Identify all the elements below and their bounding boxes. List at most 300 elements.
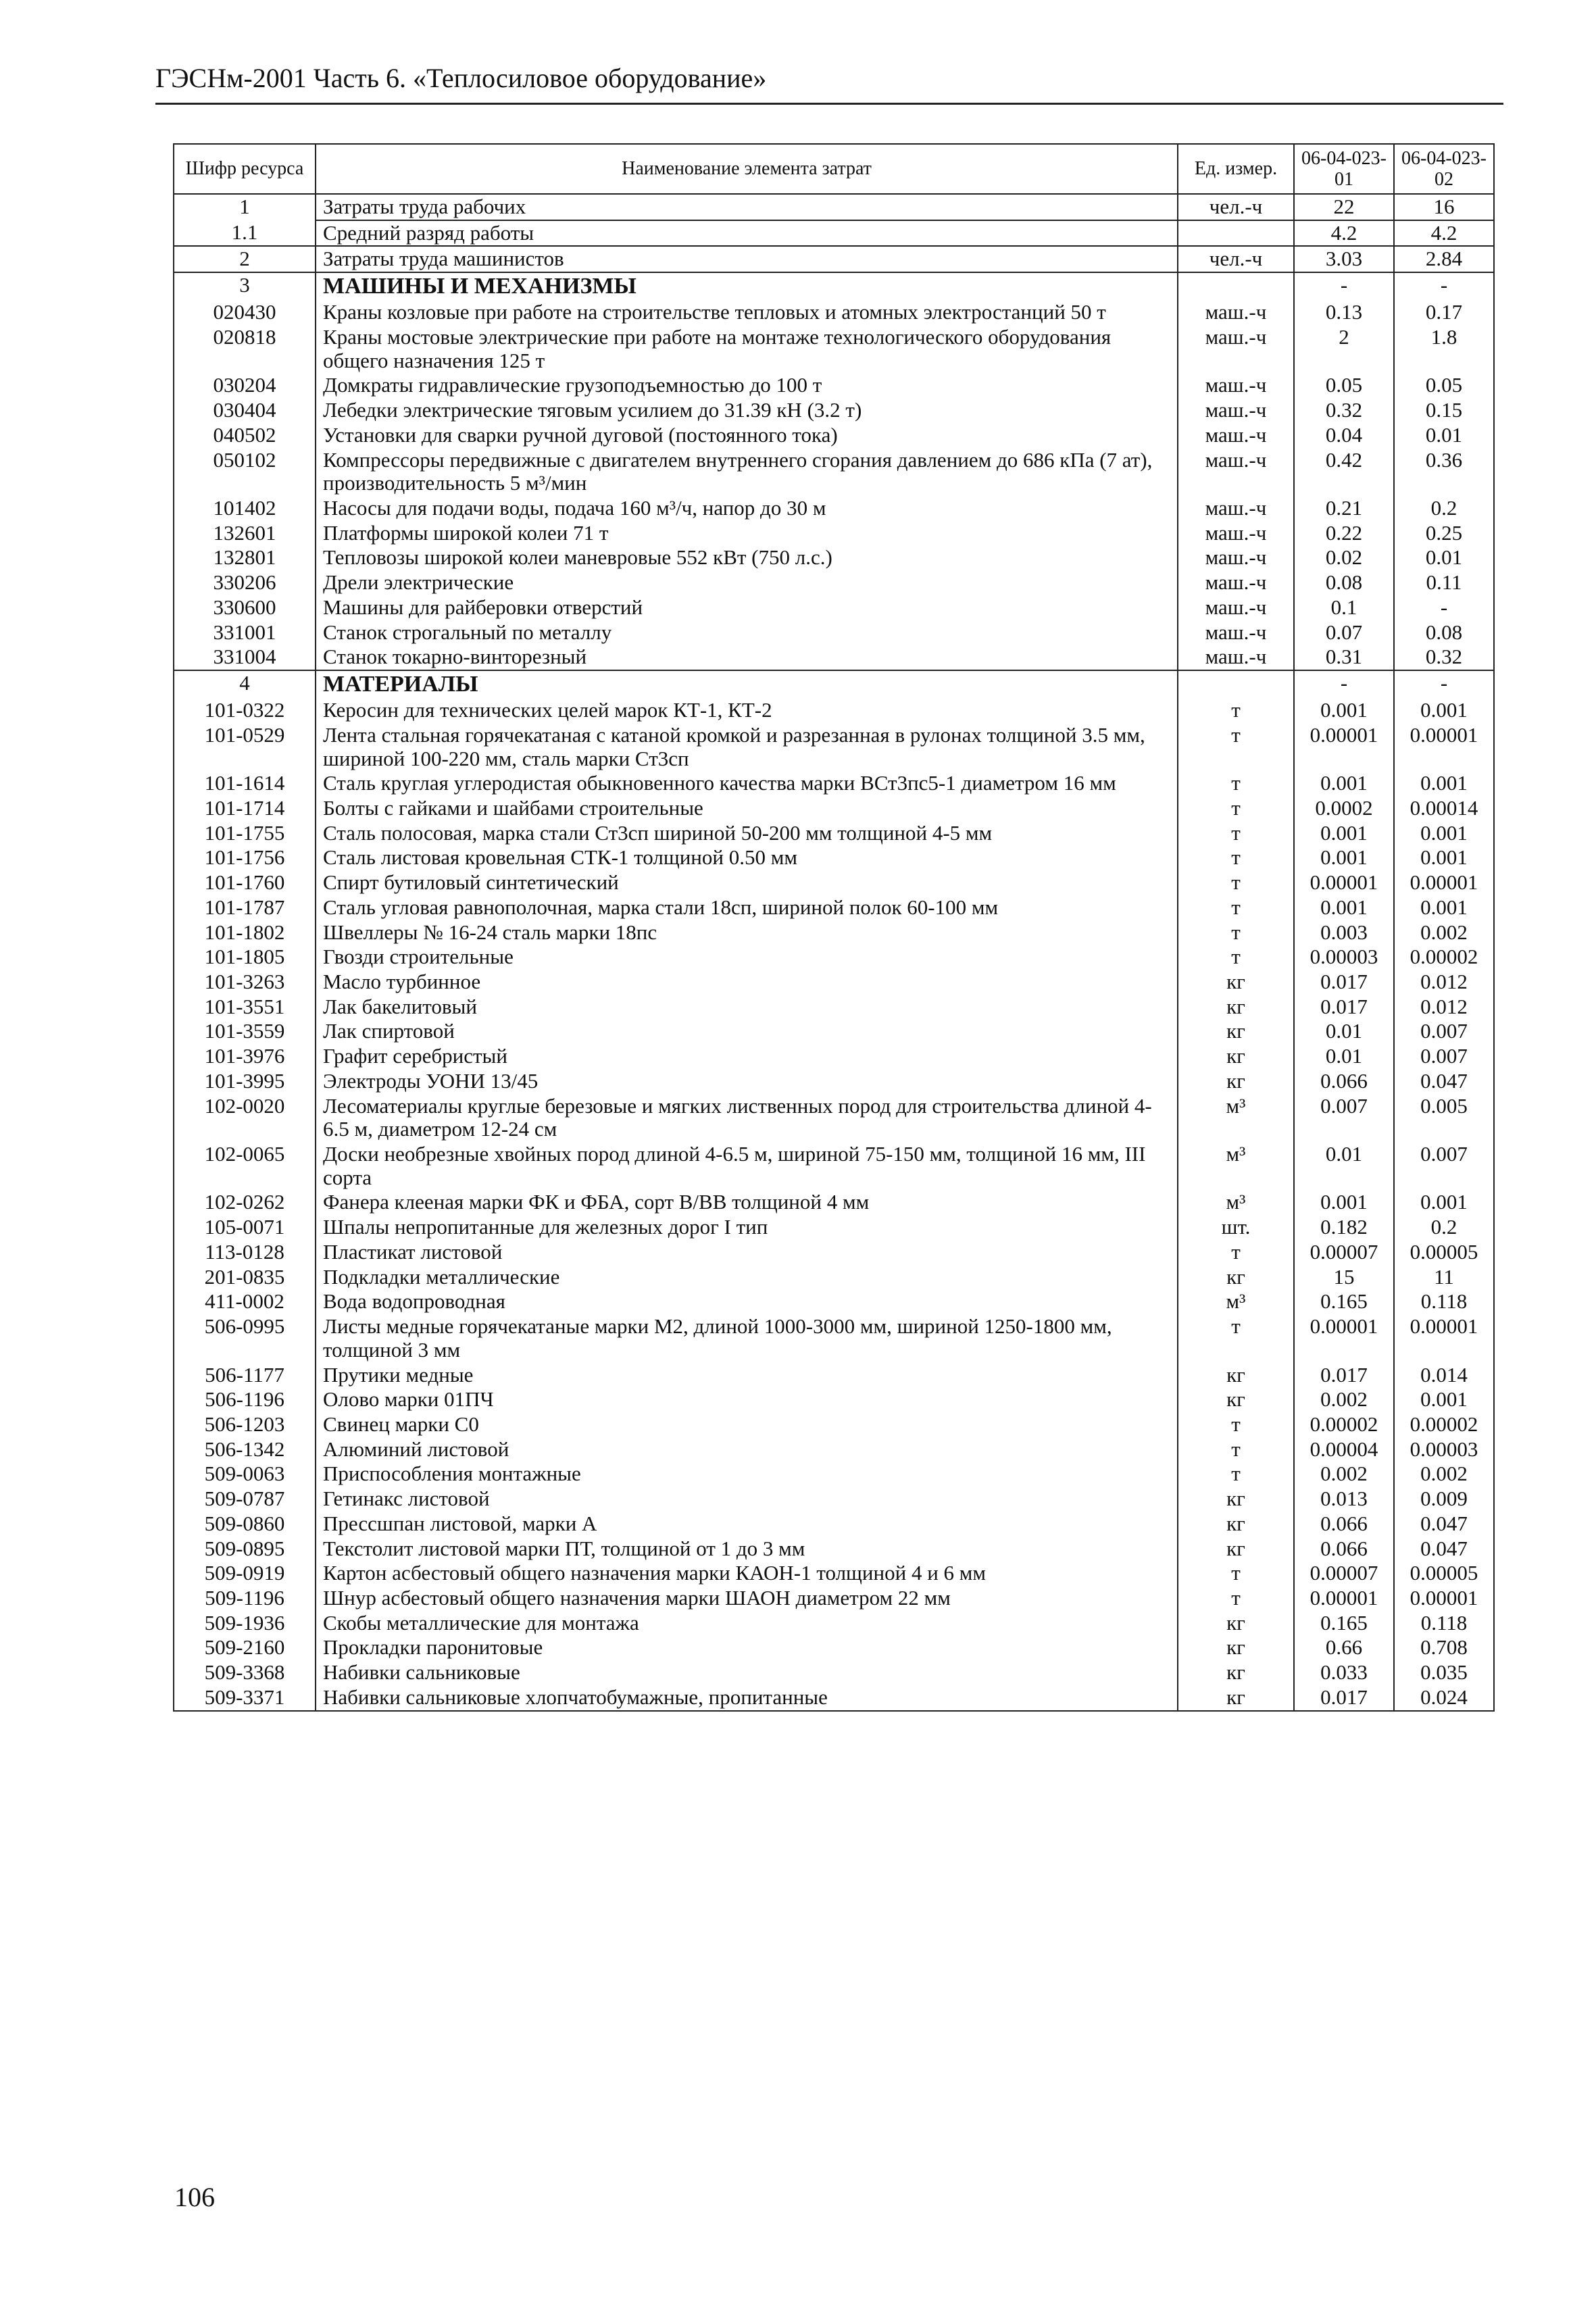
cell-code: 101-1805 bbox=[174, 945, 316, 970]
cell-norm-01: 0.00001 bbox=[1294, 870, 1394, 895]
table-row bbox=[174, 325, 1494, 373]
cell-name: Алюминий листовой bbox=[316, 1437, 1178, 1462]
cell-code: 331004 bbox=[174, 645, 316, 670]
cell-norm-01: 4.2 bbox=[1294, 220, 1394, 247]
cell-norm-02: 0.00001 bbox=[1394, 870, 1494, 895]
cell-norm-01: 0.165 bbox=[1294, 1289, 1394, 1314]
table-row bbox=[174, 1685, 1494, 1711]
cell-norm-01: 0.31 bbox=[1294, 645, 1394, 670]
col-header-norm-02: 06-04-023-02 bbox=[1394, 144, 1494, 194]
cell-unit: т bbox=[1178, 1240, 1294, 1265]
cell-norm-02: 0.047 bbox=[1394, 1537, 1494, 1562]
cell-norm-02: 0.035 bbox=[1394, 1660, 1494, 1685]
cell-norm-02: 0.024 bbox=[1394, 1685, 1494, 1711]
cell-unit: т bbox=[1178, 945, 1294, 970]
table-row bbox=[174, 1437, 1494, 1462]
cell-norm-02: 0.012 bbox=[1394, 995, 1494, 1020]
cell-norm-02: 0.118 bbox=[1394, 1289, 1494, 1314]
col-header-unit: Ед. измер. bbox=[1178, 144, 1294, 194]
cell-code: 101-3263 bbox=[174, 970, 316, 995]
cell-norm-01: 0.017 bbox=[1294, 1363, 1394, 1388]
cell-name: Графит серебристый bbox=[316, 1044, 1178, 1069]
table-row bbox=[174, 220, 1494, 247]
cell-name: Лебедки электрические тяговым усилием до 31.39 кН (3.2 т) bbox=[316, 398, 1178, 423]
cell-name: Лесоматериалы круглые березовые и мягких лиственных пород для строительства длиной 4-6.5 м, диаметром 12-24 см bbox=[316, 1094, 1178, 1142]
cell-unit: маш.-ч bbox=[1178, 595, 1294, 620]
cell-unit: маш.-ч bbox=[1178, 570, 1294, 595]
cell-unit: кг bbox=[1178, 970, 1294, 995]
cell-norm-01: 0.165 bbox=[1294, 1611, 1394, 1636]
cell-unit: кг bbox=[1178, 1660, 1294, 1685]
cell-code: 101-3559 bbox=[174, 1019, 316, 1044]
cell-name: Доски необрезные хвойных пород длиной 4-6.5 м, шириной 75-150 мм, толщиной 16 мм, III сорта bbox=[316, 1142, 1178, 1190]
cell-norm-01: 0.08 bbox=[1294, 570, 1394, 595]
cell-code: 020430 bbox=[174, 300, 316, 325]
cell-norm-02: 0.00001 bbox=[1394, 723, 1494, 771]
cell-unit: т bbox=[1178, 845, 1294, 870]
cell-unit: маш.-ч bbox=[1178, 423, 1294, 448]
cell-norm-02: 0.01 bbox=[1394, 423, 1494, 448]
table-row bbox=[174, 1561, 1494, 1586]
cell-unit: маш.-ч bbox=[1178, 521, 1294, 546]
cell-code: 105-0071 bbox=[174, 1215, 316, 1240]
cell-code: 3 bbox=[174, 272, 316, 300]
table-row bbox=[174, 398, 1494, 423]
cell-norm-01: 0.00003 bbox=[1294, 945, 1394, 970]
cell-unit: т bbox=[1178, 1586, 1294, 1611]
cell-code: 506-1342 bbox=[174, 1437, 316, 1462]
cell-norm-01: 0.05 bbox=[1294, 373, 1394, 398]
cell-norm-02: 0.001 bbox=[1394, 1387, 1494, 1412]
cell-norm-02: 0.36 bbox=[1394, 448, 1494, 496]
table-row bbox=[174, 1487, 1494, 1512]
cell-norm-01: 0.01 bbox=[1294, 1019, 1394, 1044]
cell-name: Лента стальная горячекатаная с катаной кромкой и разрезанная в рулонах толщиной 3.5 мм, шириной 100-220 мм, сталь марки Ст3сп bbox=[316, 723, 1178, 771]
table-row bbox=[174, 570, 1494, 595]
cell-norm-02: 0.118 bbox=[1394, 1611, 1494, 1636]
cell-norm-02: - bbox=[1394, 670, 1494, 698]
cell-code: 101-1714 bbox=[174, 796, 316, 821]
cell-norm-01: 0.033 bbox=[1294, 1660, 1394, 1685]
cell-name: Прессшпан листовой, марки А bbox=[316, 1512, 1178, 1537]
table-row bbox=[174, 1142, 1494, 1190]
cell-unit: т bbox=[1178, 698, 1294, 723]
cell-name: Домкраты гидравлические грузоподъемностью до 100 т bbox=[316, 373, 1178, 398]
cell-unit: т bbox=[1178, 1462, 1294, 1487]
cell-name: Гвозди строительные bbox=[316, 945, 1178, 970]
cell-norm-01: 0.066 bbox=[1294, 1069, 1394, 1094]
cell-code: 411-0002 bbox=[174, 1289, 316, 1314]
cell-norm-02: - bbox=[1394, 272, 1494, 300]
table-row bbox=[174, 1660, 1494, 1685]
cell-code: 330206 bbox=[174, 570, 316, 595]
table-header-row bbox=[174, 144, 1494, 194]
cell-name: Шпалы непропитанные для железных дорог I тип bbox=[316, 1215, 1178, 1240]
cell-norm-02: 0.00005 bbox=[1394, 1561, 1494, 1586]
cell-norm-01: 0.32 bbox=[1294, 398, 1394, 423]
table-row bbox=[174, 1289, 1494, 1314]
table-row bbox=[174, 1412, 1494, 1437]
table-row bbox=[174, 423, 1494, 448]
cell-unit: маш.-ч bbox=[1178, 448, 1294, 496]
table-row bbox=[174, 545, 1494, 570]
cell-unit: маш.-ч bbox=[1178, 620, 1294, 645]
table-row bbox=[174, 1215, 1494, 1240]
cell-name: Скобы металлические для монтажа bbox=[316, 1611, 1178, 1636]
cell-norm-01: 0.013 bbox=[1294, 1487, 1394, 1512]
cell-unit: кг bbox=[1178, 1069, 1294, 1094]
cell-norm-02: 0.001 bbox=[1394, 845, 1494, 870]
cell-norm-02: 0.00002 bbox=[1394, 945, 1494, 970]
cell-unit: кг bbox=[1178, 1685, 1294, 1711]
cell-norm-02: 0.32 bbox=[1394, 645, 1494, 670]
cell-unit: маш.-ч bbox=[1178, 496, 1294, 521]
cell-norm-01: 3.03 bbox=[1294, 246, 1394, 272]
cell-code: 4 bbox=[174, 670, 316, 698]
cell-name: Спирт бутиловый синтетический bbox=[316, 870, 1178, 895]
cell-norm-01: 0.42 bbox=[1294, 448, 1394, 496]
cell-unit bbox=[1178, 670, 1294, 698]
cell-unit bbox=[1178, 272, 1294, 300]
cell-unit: м³ bbox=[1178, 1190, 1294, 1215]
cell-code: 509-0063 bbox=[174, 1462, 316, 1487]
section-row bbox=[174, 272, 1494, 300]
cell-norm-02: 1.8 bbox=[1394, 325, 1494, 373]
cell-code: 330600 bbox=[174, 595, 316, 620]
cell-norm-01: 0.017 bbox=[1294, 970, 1394, 995]
table-row bbox=[174, 895, 1494, 920]
cell-unit: чел.-ч bbox=[1178, 194, 1294, 220]
table-row bbox=[174, 1586, 1494, 1611]
page-header: ГЭСНм-2001 Часть 6. «Теплосиловое оборудование» bbox=[155, 63, 767, 93]
cell-norm-01: 0.001 bbox=[1294, 821, 1394, 846]
table-row bbox=[174, 698, 1494, 723]
col-header-norm-01: 06-04-023-01 bbox=[1294, 144, 1394, 194]
cell-norm-02: 0.047 bbox=[1394, 1512, 1494, 1537]
cell-name: МАШИНЫ И МЕХАНИЗМЫ bbox=[316, 272, 1178, 300]
cell-norm-02: 0.25 bbox=[1394, 521, 1494, 546]
cell-norm-02: 0.007 bbox=[1394, 1019, 1494, 1044]
cell-norm-02: 0.001 bbox=[1394, 698, 1494, 723]
cell-unit: т bbox=[1178, 771, 1294, 796]
cell-norm-02: 4.2 bbox=[1394, 220, 1494, 247]
cell-name: МАТЕРИАЛЫ bbox=[316, 670, 1178, 698]
cell-norm-02: 0.00002 bbox=[1394, 1412, 1494, 1437]
cell-norm-01: 0.13 bbox=[1294, 300, 1394, 325]
cell-norm-01: 0.182 bbox=[1294, 1215, 1394, 1240]
cell-norm-01: 0.00001 bbox=[1294, 1314, 1394, 1362]
cell-norm-01: 0.01 bbox=[1294, 1142, 1394, 1190]
table-row bbox=[174, 1240, 1494, 1265]
cell-norm-02: - bbox=[1394, 595, 1494, 620]
cell-code: 132801 bbox=[174, 545, 316, 570]
table-row bbox=[174, 1069, 1494, 1094]
cell-norm-01: 0.001 bbox=[1294, 698, 1394, 723]
cell-norm-02: 0.708 bbox=[1394, 1635, 1494, 1660]
table-row bbox=[174, 521, 1494, 546]
cell-code: 101-1760 bbox=[174, 870, 316, 895]
cell-unit: кг bbox=[1178, 1019, 1294, 1044]
cell-code: 101402 bbox=[174, 496, 316, 521]
cell-norm-01: 0.001 bbox=[1294, 1190, 1394, 1215]
cell-code: 509-1196 bbox=[174, 1586, 316, 1611]
cell-code: 020818 bbox=[174, 325, 316, 373]
cell-norm-01: 0.002 bbox=[1294, 1462, 1394, 1487]
cell-unit: т bbox=[1178, 821, 1294, 846]
cell-unit: т bbox=[1178, 895, 1294, 920]
cell-norm-01: 0.001 bbox=[1294, 771, 1394, 796]
table-row bbox=[174, 1265, 1494, 1290]
table-row bbox=[174, 620, 1494, 645]
cell-name: Прокладки паронитовые bbox=[316, 1635, 1178, 1660]
table-row bbox=[174, 920, 1494, 945]
cell-name: Текстолит листовой марки ПТ, толщиной от 1 до 3 мм bbox=[316, 1537, 1178, 1562]
cell-norm-01: 0.07 bbox=[1294, 620, 1394, 645]
cell-norm-02: 0.05 bbox=[1394, 373, 1494, 398]
cell-name: Набивки сальниковые bbox=[316, 1660, 1178, 1685]
cell-code: 101-3551 bbox=[174, 995, 316, 1020]
cell-norm-01: 0.017 bbox=[1294, 995, 1394, 1020]
cell-unit: маш.-ч bbox=[1178, 398, 1294, 423]
cell-code: 201-0835 bbox=[174, 1265, 316, 1290]
cell-name: Швеллеры № 16-24 сталь марки 18пс bbox=[316, 920, 1178, 945]
cell-code: 101-0322 bbox=[174, 698, 316, 723]
cell-norm-01: 22 bbox=[1294, 194, 1394, 220]
table-row bbox=[174, 945, 1494, 970]
cell-name: Свинец марки С0 bbox=[316, 1412, 1178, 1437]
cell-unit: т bbox=[1178, 723, 1294, 771]
cell-norm-01: 0.00001 bbox=[1294, 1586, 1394, 1611]
cell-norm-01: 2 bbox=[1294, 325, 1394, 373]
cell-unit: м³ bbox=[1178, 1094, 1294, 1142]
table-row bbox=[174, 1363, 1494, 1388]
cell-code: 331001 bbox=[174, 620, 316, 645]
cell-unit: т bbox=[1178, 1437, 1294, 1462]
cell-unit: т bbox=[1178, 870, 1294, 895]
cell-norm-01: 0.001 bbox=[1294, 895, 1394, 920]
cell-code: 113-0128 bbox=[174, 1240, 316, 1265]
table-row bbox=[174, 1094, 1494, 1142]
cell-name: Картон асбестовый общего назначения марки КАОН-1 толщиной 4 и 6 мм bbox=[316, 1561, 1178, 1586]
cell-norm-01: 0.01 bbox=[1294, 1044, 1394, 1069]
cell-norm-02: 0.014 bbox=[1394, 1363, 1494, 1388]
table-row bbox=[174, 796, 1494, 821]
cell-norm-02: 0.08 bbox=[1394, 620, 1494, 645]
cell-norm-01: 0.007 bbox=[1294, 1094, 1394, 1142]
cell-name: Приспособления монтажные bbox=[316, 1462, 1178, 1487]
cell-norm-02: 0.00001 bbox=[1394, 1314, 1494, 1362]
table-row bbox=[174, 1611, 1494, 1636]
cell-norm-02: 0.047 bbox=[1394, 1069, 1494, 1094]
table-row bbox=[174, 771, 1494, 796]
cell-code: 101-3976 bbox=[174, 1044, 316, 1069]
cell-norm-02: 0.2 bbox=[1394, 1215, 1494, 1240]
cell-name: Станок токарно-винторезный bbox=[316, 645, 1178, 670]
cell-norm-02: 0.00001 bbox=[1394, 1586, 1494, 1611]
table-body bbox=[174, 194, 1494, 1711]
table-row bbox=[174, 821, 1494, 846]
table-row bbox=[174, 1190, 1494, 1215]
cell-unit: кг bbox=[1178, 995, 1294, 1020]
cell-unit: кг bbox=[1178, 1537, 1294, 1562]
cell-norm-02: 0.00003 bbox=[1394, 1437, 1494, 1462]
table-row bbox=[174, 645, 1494, 670]
cell-code: 101-1614 bbox=[174, 771, 316, 796]
cell-norm-01: 0.00004 bbox=[1294, 1437, 1394, 1462]
cell-unit: т bbox=[1178, 1561, 1294, 1586]
cell-name: Сталь круглая углеродистая обыкновенного качества марки ВСт3пс5-1 диаметром 16 мм bbox=[316, 771, 1178, 796]
cell-code: 2 bbox=[174, 246, 316, 272]
cell-unit: т bbox=[1178, 1412, 1294, 1437]
cell-norm-02: 0.007 bbox=[1394, 1044, 1494, 1069]
cell-norm-01: 0.00002 bbox=[1294, 1412, 1394, 1437]
table-row bbox=[174, 970, 1494, 995]
cell-code: 050102 bbox=[174, 448, 316, 496]
cell-code: 506-1177 bbox=[174, 1363, 316, 1388]
cell-norm-01: 0.003 bbox=[1294, 920, 1394, 945]
cell-name: Керосин для технических целей марок КТ-1, КТ-2 bbox=[316, 698, 1178, 723]
table-row bbox=[174, 246, 1494, 272]
cell-name: Лак бакелитовый bbox=[316, 995, 1178, 1020]
cell-code: 509-0919 bbox=[174, 1561, 316, 1586]
cell-code: 101-1755 bbox=[174, 821, 316, 846]
cell-code: 506-1196 bbox=[174, 1387, 316, 1412]
cell-name: Насосы для подачи воды, подача 160 м³/ч, напор до 30 м bbox=[316, 496, 1178, 521]
cell-name: Краны козловые при работе на строительстве тепловых и атомных электростанций 50 т bbox=[316, 300, 1178, 325]
cell-code: 132601 bbox=[174, 521, 316, 546]
table-row bbox=[174, 1019, 1494, 1044]
cell-norm-02: 0.001 bbox=[1394, 1190, 1494, 1215]
table-row bbox=[174, 995, 1494, 1020]
table-row bbox=[174, 1462, 1494, 1487]
table-row bbox=[174, 496, 1494, 521]
cell-unit: м³ bbox=[1178, 1142, 1294, 1190]
cell-name: Сталь листовая кровельная СТК-1 толщиной 0.50 мм bbox=[316, 845, 1178, 870]
table-row bbox=[174, 870, 1494, 895]
cell-norm-01: 0.00007 bbox=[1294, 1561, 1394, 1586]
cell-name: Станок строгальный по металлу bbox=[316, 620, 1178, 645]
table-row bbox=[174, 300, 1494, 325]
section-row bbox=[174, 670, 1494, 698]
cell-norm-02: 11 bbox=[1394, 1265, 1494, 1290]
table-row bbox=[174, 1537, 1494, 1562]
cell-code: 509-0787 bbox=[174, 1487, 316, 1512]
cell-name: Набивки сальниковые хлопчатобумажные, пропитанные bbox=[316, 1685, 1178, 1711]
cell-unit: маш.-ч bbox=[1178, 645, 1294, 670]
cell-name: Электроды УОНИ 13/45 bbox=[316, 1069, 1178, 1094]
table-row bbox=[174, 1635, 1494, 1660]
cell-unit: маш.-ч bbox=[1178, 373, 1294, 398]
col-header-name: Наименование элемента затрат bbox=[316, 144, 1178, 194]
cell-name: Дрели электрические bbox=[316, 570, 1178, 595]
cell-norm-02: 0.11 bbox=[1394, 570, 1494, 595]
cell-name: Компрессоры передвижные с двигателем внутреннего сгорания давлением до 686 кПа (7 ат), производительность 5 м³/мин bbox=[316, 448, 1178, 496]
cell-name: Краны мостовые электрические при работе на монтаже технологического оборудования общего назначения 125 т bbox=[316, 325, 1178, 373]
cell-norm-01: 0.066 bbox=[1294, 1537, 1394, 1562]
cell-unit: шт. bbox=[1178, 1215, 1294, 1240]
cell-name: Машины для райберовки отверстий bbox=[316, 595, 1178, 620]
cell-code: 030204 bbox=[174, 373, 316, 398]
col-header-code: Шифр ресурса bbox=[174, 144, 316, 194]
cell-unit: кг bbox=[1178, 1265, 1294, 1290]
cell-norm-02: 16 bbox=[1394, 194, 1494, 220]
cell-norm-02: 0.001 bbox=[1394, 821, 1494, 846]
cell-norm-02: 0.009 bbox=[1394, 1487, 1494, 1512]
cell-norm-01: 0.002 bbox=[1294, 1387, 1394, 1412]
cell-code: 509-2160 bbox=[174, 1635, 316, 1660]
table-row bbox=[174, 1512, 1494, 1537]
cell-name: Подкладки металлические bbox=[316, 1265, 1178, 1290]
cell-name: Вода водопроводная bbox=[316, 1289, 1178, 1314]
table-row bbox=[174, 1387, 1494, 1412]
cell-unit: т bbox=[1178, 796, 1294, 821]
header-rule bbox=[155, 103, 1503, 105]
cell-norm-01: 0.21 bbox=[1294, 496, 1394, 521]
cell-code: 1.1 bbox=[174, 220, 316, 247]
cell-name: Олово марки 01ПЧ bbox=[316, 1387, 1178, 1412]
cell-norm-01: - bbox=[1294, 272, 1394, 300]
cell-norm-01: 0.1 bbox=[1294, 595, 1394, 620]
cell-name: Шнур асбестовый общего назначения марки ШАОН диаметром 22 мм bbox=[316, 1586, 1178, 1611]
cell-code: 509-0860 bbox=[174, 1512, 316, 1537]
cell-norm-02: 2.84 bbox=[1394, 246, 1494, 272]
table-row bbox=[174, 448, 1494, 496]
cell-norm-02: 0.15 bbox=[1394, 398, 1494, 423]
cell-code: 101-1802 bbox=[174, 920, 316, 945]
cell-name: Сталь угловая равнополочная, марка стали 18сп, шириной полок 60-100 мм bbox=[316, 895, 1178, 920]
cell-norm-01: 0.00001 bbox=[1294, 723, 1394, 771]
cell-name: Гетинакс листовой bbox=[316, 1487, 1178, 1512]
cell-norm-02: 0.001 bbox=[1394, 771, 1494, 796]
cell-code: 506-1203 bbox=[174, 1412, 316, 1437]
table-row bbox=[174, 1044, 1494, 1069]
cell-norm-02: 0.005 bbox=[1394, 1094, 1494, 1142]
table-row bbox=[174, 194, 1494, 220]
cell-norm-01: 0.00007 bbox=[1294, 1240, 1394, 1265]
cell-code: 102-0020 bbox=[174, 1094, 316, 1142]
cell-unit: кг bbox=[1178, 1387, 1294, 1412]
cell-name: Затраты труда машинистов bbox=[316, 246, 1178, 272]
cell-norm-01: 0.02 bbox=[1294, 545, 1394, 570]
cell-code: 101-3995 bbox=[174, 1069, 316, 1094]
cell-norm-02: 0.00014 bbox=[1394, 796, 1494, 821]
cell-unit: кг bbox=[1178, 1487, 1294, 1512]
cell-norm-01: 0.04 bbox=[1294, 423, 1394, 448]
cell-norm-01: 15 bbox=[1294, 1265, 1394, 1290]
cell-unit bbox=[1178, 220, 1294, 247]
cell-name: Сталь полосовая, марка стали Ст3сп шириной 50-200 мм толщиной 4-5 мм bbox=[316, 821, 1178, 846]
cell-name: Масло турбинное bbox=[316, 970, 1178, 995]
table-row bbox=[174, 723, 1494, 771]
cell-norm-01: 0.001 bbox=[1294, 845, 1394, 870]
cell-code: 101-1756 bbox=[174, 845, 316, 870]
cell-unit: чел.-ч bbox=[1178, 246, 1294, 272]
page-number: 106 bbox=[174, 2182, 215, 2212]
cell-unit: т bbox=[1178, 920, 1294, 945]
cell-norm-01: 0.066 bbox=[1294, 1512, 1394, 1537]
cell-name: Листы медные горячекатаные марки М2, длиной 1000-3000 мм, шириной 1250-1800 мм, толщиной 3 мм bbox=[316, 1314, 1178, 1362]
cell-code: 1 bbox=[174, 194, 316, 220]
cell-unit: кг bbox=[1178, 1635, 1294, 1660]
table-row bbox=[174, 1314, 1494, 1362]
cell-norm-02: 0.17 bbox=[1394, 300, 1494, 325]
cell-name: Фанера клееная марки ФК и ФБА, сорт В/ВВ толщиной 4 мм bbox=[316, 1190, 1178, 1215]
cell-norm-01: - bbox=[1294, 670, 1394, 698]
cell-name: Лак спиртовой bbox=[316, 1019, 1178, 1044]
table-row bbox=[174, 373, 1494, 398]
cell-unit: кг bbox=[1178, 1611, 1294, 1636]
resource-table bbox=[173, 143, 1495, 1712]
